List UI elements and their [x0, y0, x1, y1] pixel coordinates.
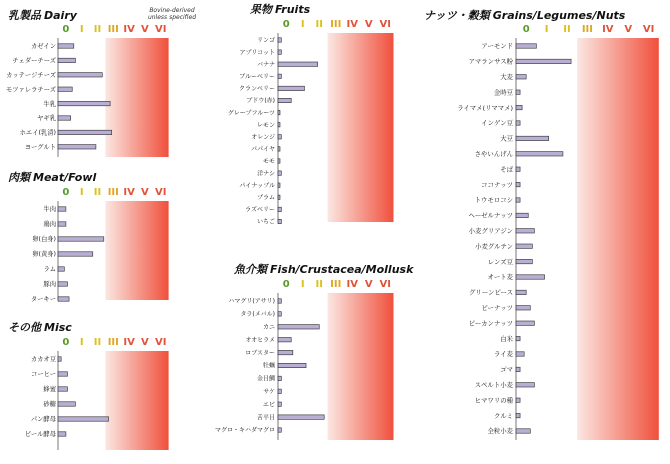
- class-label: II: [93, 24, 102, 35]
- class-label: IV: [123, 337, 135, 348]
- panel-grains-legumes-nuts: [424, 9, 659, 440]
- class-label: VI: [379, 279, 391, 290]
- category-label: 大豆: [500, 134, 513, 143]
- panel-title: [234, 263, 414, 276]
- class-label: VI: [154, 187, 167, 198]
- panel-title-ja: ナッツ・穀類: [424, 9, 490, 22]
- category-label: モツァレラチーズ: [6, 86, 56, 94]
- panel-title-ja: 果物: [250, 3, 272, 16]
- category-label: ピーナッツ: [481, 304, 513, 312]
- class-label: III: [330, 279, 342, 290]
- bar: [516, 290, 526, 294]
- bar: [58, 402, 75, 406]
- bar: [278, 159, 280, 163]
- category-label: レモン: [256, 121, 275, 129]
- category-label: ココナッツ: [481, 180, 513, 189]
- panel-title-en: Grains/Legumes/Nuts: [492, 9, 626, 22]
- category-label: ブドウ(赤): [246, 97, 275, 105]
- bar: [278, 171, 281, 175]
- class-label: V: [364, 19, 373, 30]
- class-label: I: [79, 24, 84, 35]
- panel-note-line: unless specified: [147, 14, 197, 21]
- bar: [58, 252, 93, 256]
- class-label: II: [93, 337, 102, 348]
- class-label: VI: [154, 24, 167, 35]
- class-label: I: [300, 279, 305, 290]
- class-label: I: [79, 337, 84, 348]
- class-label: V: [141, 24, 149, 35]
- bar: [516, 44, 536, 48]
- class-label: II: [93, 187, 102, 198]
- category-label: ヨーグルト: [24, 144, 56, 151]
- category-label: カッテージチーズ: [6, 72, 56, 79]
- panel-title-ja: 乳製品: [8, 9, 41, 22]
- class-label: IV: [346, 279, 358, 290]
- category-label: スペルト小麦: [474, 381, 513, 389]
- bar: [278, 123, 280, 127]
- bar: [516, 321, 534, 325]
- category-label: ヤギ乳: [37, 115, 56, 123]
- bar: [516, 244, 532, 248]
- panel-title-ja: その他: [8, 321, 41, 334]
- class-label: I: [544, 24, 549, 35]
- class-label: 0: [522, 24, 530, 35]
- category-label: 大麦: [500, 73, 513, 81]
- panel-fish-crustacea-mollusk: [215, 263, 414, 440]
- bar: [58, 116, 71, 120]
- bar: [278, 147, 280, 151]
- bar: [58, 282, 67, 286]
- panel-misc: [8, 321, 169, 450]
- bar: [278, 415, 324, 419]
- panel-title: [8, 171, 96, 184]
- panel-title-en: Dairy: [44, 9, 77, 22]
- panel-note-line: Bovine-derived: [149, 7, 195, 14]
- bar: [516, 136, 549, 140]
- class-label: III: [330, 19, 342, 30]
- class-label: 0: [62, 24, 70, 35]
- category-label: プラム: [257, 194, 275, 202]
- bar: [58, 58, 75, 62]
- bar: [278, 86, 304, 90]
- category-label: タラ(メバル): [240, 311, 275, 319]
- bar: [516, 121, 520, 125]
- category-label: 蜂蜜: [43, 386, 56, 394]
- class-label: V: [141, 337, 149, 348]
- bar: [58, 387, 67, 391]
- panel-meat-fowl: [8, 171, 169, 303]
- bar: [58, 372, 67, 376]
- class-label: IV: [123, 187, 135, 198]
- category-label: レンズ豆: [487, 257, 513, 266]
- high-reactivity-zone: [328, 293, 394, 440]
- bar: [278, 325, 319, 329]
- category-label: 金時豆: [493, 88, 513, 97]
- category-label: いちご: [256, 218, 275, 226]
- panel-title: [424, 9, 626, 22]
- panel-title: [8, 9, 78, 22]
- class-label: III: [107, 187, 119, 198]
- category-label: マグロ・キハダマグロ: [214, 427, 275, 435]
- category-label: リンゴ: [256, 37, 275, 45]
- category-label: カゼイン: [31, 43, 56, 51]
- bar: [58, 87, 72, 91]
- category-label: パパイヤ: [250, 146, 275, 154]
- bar: [58, 432, 66, 436]
- bar: [58, 267, 64, 271]
- category-label: ラズベリー: [245, 206, 275, 214]
- bar: [58, 73, 102, 77]
- category-label: そば: [500, 165, 513, 174]
- bar: [58, 417, 109, 421]
- category-label: オオヒラメ: [245, 336, 275, 344]
- bar: [516, 367, 520, 371]
- category-label: ヘーゼルナッツ: [468, 211, 513, 220]
- bar: [278, 50, 281, 54]
- class-label: V: [364, 279, 373, 290]
- bar: [278, 98, 291, 102]
- bar: [278, 110, 280, 114]
- category-label: ハマグリ(アサリ): [228, 298, 275, 306]
- category-label: グリーンピース: [468, 288, 513, 297]
- category-label: グレープフルーツ: [227, 109, 275, 117]
- category-label: 舌平目: [256, 414, 275, 422]
- class-label: V: [624, 24, 633, 35]
- bar: [516, 275, 545, 279]
- category-label: カニ: [262, 324, 275, 331]
- category-label: ターキー: [30, 296, 56, 304]
- category-label: クルミ: [494, 411, 513, 420]
- category-label: ブルーベリー: [239, 73, 275, 81]
- category-label: さやいんげん: [474, 150, 513, 158]
- bar: [58, 222, 66, 226]
- category-label: 全粒小麦: [487, 427, 513, 436]
- category-label: 小麦グリアジン: [468, 227, 513, 235]
- bar: [516, 383, 534, 387]
- bar: [278, 135, 281, 139]
- category-label: アーモンド: [481, 42, 513, 51]
- bar: [516, 182, 520, 186]
- category-label: 牡蠣: [262, 362, 275, 370]
- category-label: パン酵母: [30, 416, 56, 424]
- category-label: ライ麦: [494, 350, 513, 359]
- bar: [516, 413, 520, 417]
- category-label: カカオ豆: [30, 356, 56, 364]
- class-label: 0: [282, 279, 290, 290]
- bar: [58, 297, 69, 301]
- bar: [58, 207, 66, 211]
- high-reactivity-zone: [577, 38, 659, 440]
- panel-title-en: Meat/Fowl: [33, 171, 97, 184]
- bar: [516, 213, 528, 217]
- bar: [516, 59, 571, 63]
- category-label: トウモロコシ: [474, 196, 513, 205]
- bar: [516, 306, 530, 310]
- class-label: II: [315, 279, 323, 290]
- high-reactivity-zone: [328, 33, 394, 222]
- category-label: ヒマワリの種: [474, 396, 513, 405]
- category-label: クランベリー: [238, 85, 275, 93]
- category-label: 砂糖: [43, 401, 56, 409]
- class-label: VI: [642, 24, 655, 35]
- bar: [278, 38, 281, 42]
- panel-title-en: Fish/Crustacea/Mollusk: [270, 263, 414, 276]
- bar: [516, 198, 520, 202]
- category-label: インゲン豆: [481, 119, 513, 128]
- category-label: 金目鯛: [256, 375, 275, 383]
- category-label: ラム: [43, 266, 56, 274]
- class-label: II: [563, 24, 571, 35]
- class-label: VI: [379, 19, 391, 30]
- category-label: ピーカンナッツ: [468, 319, 513, 328]
- bar: [516, 167, 520, 171]
- class-label: 0: [62, 187, 70, 198]
- category-label: ビール酵母: [24, 431, 56, 439]
- bar: [58, 44, 74, 48]
- category-label: ロブスター: [245, 349, 275, 357]
- bar: [516, 429, 530, 433]
- category-label: ホエイ(乳清): [19, 129, 56, 137]
- high-reactivity-zone: [105, 201, 168, 300]
- class-label: III: [107, 24, 119, 35]
- class-label: VI: [154, 337, 167, 348]
- bar: [278, 389, 281, 393]
- bar: [278, 299, 281, 303]
- category-label: オレンジ: [251, 134, 275, 141]
- category-label: 牛乳: [43, 100, 56, 108]
- panel-dairy: [6, 7, 196, 157]
- bar: [516, 75, 526, 79]
- category-label: ゴマ: [500, 365, 513, 374]
- bar: [278, 312, 281, 316]
- category-label: ライマメ(リママメ): [457, 103, 513, 112]
- class-label: IV: [602, 24, 614, 35]
- bar: [516, 259, 532, 263]
- bar: [278, 183, 280, 187]
- category-label: 小麦グルテン: [475, 242, 513, 251]
- category-label: 牛肉: [43, 206, 56, 214]
- category-label: サケ: [263, 388, 275, 396]
- category-label: 白米: [500, 334, 513, 343]
- panel-note: [148, 7, 196, 21]
- class-label: IV: [346, 19, 358, 30]
- bar: [278, 363, 306, 367]
- bar: [58, 237, 104, 241]
- bar: [278, 376, 281, 380]
- category-label: コーヒー: [31, 371, 56, 379]
- class-label: II: [315, 19, 323, 30]
- bar: [516, 336, 520, 340]
- category-label: チェダーチーズ: [12, 57, 56, 65]
- bar: [58, 101, 110, 105]
- class-label: 0: [282, 19, 290, 30]
- bar: [516, 229, 534, 233]
- bar: [278, 62, 318, 66]
- bar: [58, 357, 61, 361]
- bar: [278, 402, 281, 406]
- category-label: 卵(黄身): [32, 251, 56, 259]
- panel-title-ja: 魚介類: [234, 263, 267, 276]
- high-reactivity-zone: [105, 38, 168, 157]
- category-label: 洋ナシ: [257, 170, 275, 178]
- panel-fruits: [228, 3, 394, 226]
- bar: [58, 145, 96, 149]
- category-label: バナナ: [256, 61, 275, 69]
- bar: [278, 350, 293, 354]
- high-reactivity-zone: [105, 351, 168, 450]
- category-label: 鶏肉: [43, 221, 56, 229]
- category-label: オート麦: [487, 273, 513, 282]
- bar: [516, 398, 520, 402]
- category-label: モモ: [262, 158, 275, 166]
- category-label: エビ: [262, 401, 275, 409]
- bar: [58, 130, 112, 134]
- panel-title-ja: 肉類: [8, 171, 30, 184]
- bar: [278, 195, 280, 199]
- class-label: III: [581, 24, 593, 35]
- bar: [278, 428, 281, 432]
- panel-title-en: Fruits: [275, 3, 311, 16]
- category-label: 豚肉: [43, 281, 56, 289]
- bar: [516, 90, 520, 94]
- category-label: アプリコット: [239, 49, 275, 57]
- bar: [516, 152, 563, 156]
- bar: [278, 219, 281, 223]
- panel-title-en: Misc: [44, 321, 72, 334]
- class-label: IV: [123, 24, 135, 35]
- class-label: III: [107, 337, 119, 348]
- class-label: 0: [62, 337, 70, 348]
- bar: [516, 105, 522, 109]
- panel-title: [249, 3, 311, 16]
- bar: [278, 207, 281, 211]
- panel-title: [8, 321, 72, 334]
- class-label: V: [141, 187, 149, 198]
- bar: [278, 74, 281, 78]
- bar: [516, 352, 524, 356]
- category-label: アマランサス粉: [468, 57, 513, 66]
- bar: [278, 338, 291, 342]
- category-label: パイナップル: [239, 182, 275, 190]
- class-label: I: [300, 19, 305, 30]
- category-label: 卵(白身): [32, 236, 56, 244]
- class-label: I: [79, 187, 84, 198]
